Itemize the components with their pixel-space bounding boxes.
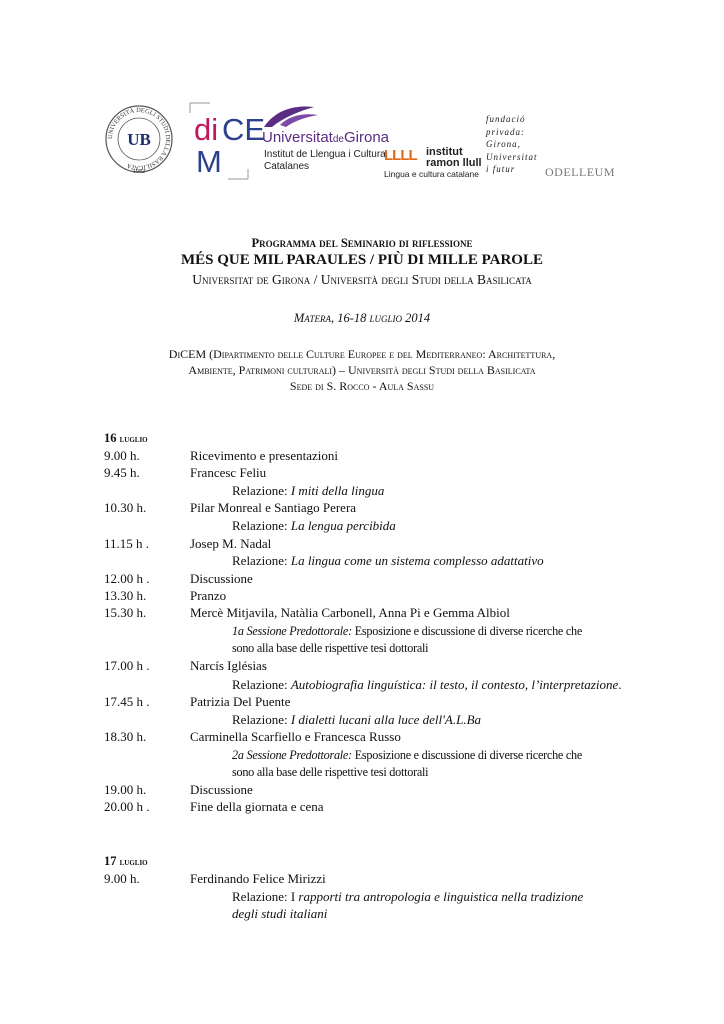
talk-title-cont: degli studi italiani	[232, 906, 328, 921]
schedule-time: 12.00 h .	[104, 571, 150, 586]
schedule-time: 15.30 h.	[104, 605, 147, 620]
dicem-ce: CE	[222, 112, 266, 147]
schedule-time: 17.45 h .	[104, 694, 150, 709]
universities-line: Universitat de Girona / Università degli Studi della Basilicata	[192, 272, 532, 287]
talk-title: Relazione: I miti della lingua	[232, 483, 385, 498]
dicem-di: di	[194, 112, 219, 147]
schedule-time: 9.00 h.	[104, 871, 140, 886]
seal-year: 1982	[133, 169, 145, 175]
irl-mark-icon: LLLL	[384, 147, 417, 164]
programma-heading: Programma del Seminario di riflessione	[251, 236, 473, 250]
schedule-activity: Discussione	[190, 782, 253, 797]
talk-title: Relazione: I rapporti tra antropologia e linguistica nella tradizione	[232, 889, 584, 904]
talk-title: Relazione: La lingua come un sistema complesso adattativo	[232, 553, 544, 568]
schedule-speaker: Narcís Iglésias	[190, 658, 267, 673]
irl-name: institut ramon llull	[426, 146, 482, 169]
schedule-time: 20.00 h .	[104, 799, 150, 814]
udg-swoosh-icon	[262, 105, 322, 129]
session-description: 2a Sessione Predottorale: Esposizione e discussione di diverse ricerche che	[232, 748, 583, 762]
schedule-time: 10.30 h.	[104, 500, 147, 515]
talk-title: Relazione: La lengua percibida	[232, 518, 396, 533]
schedule-activity: Ricevimento e presentazioni	[190, 448, 339, 463]
dicem-line-2: Ambiente, Patrimoni culturali) – Università degli Studi della Basilicata	[188, 363, 536, 377]
schedule-speaker: Carminella Scarfiello e Francesca Russo	[190, 729, 401, 744]
venue-line: Sede di S. Rocco - Aula Sassu	[289, 379, 435, 393]
session-description: 1a Sessione Predottorale: Esposizione e discussione di diverse ricerche che	[232, 624, 583, 638]
udg-name: UniversitatdeGirona	[262, 129, 390, 146]
day-heading-16: 16 luglio	[104, 431, 148, 445]
place-date: Matera, 16-18 luglio 2014	[293, 311, 431, 325]
schedule-speaker: Francesc Feliu	[190, 465, 267, 480]
day-heading-17: 17 luglio	[104, 854, 148, 868]
unibas-seal-logo	[104, 101, 174, 177]
dicem-logo	[184, 103, 266, 179]
session-description-cont: sono alla base delle rispettive tesi dottorali	[232, 765, 429, 779]
fundacio-logo: fundació privada: Girona, Universitat i futur	[486, 114, 538, 174]
seal-monogram: UB	[127, 130, 151, 149]
dicem-line-1: DiCEM (Dipartimento delle Culture Europee e del Mediterraneo: Architettura,	[168, 347, 556, 361]
schedule-activity: Fine della giornata e cena	[190, 799, 324, 814]
schedule-time: 19.00 h.	[104, 782, 147, 797]
dicem-m: M	[196, 144, 222, 179]
udg-subtitle: Institut de Llengua i Cultura Catalanes	[264, 149, 386, 172]
session-description-cont: sono alla base delle rispettive tesi dottorali	[232, 641, 429, 655]
schedule-activity: Pranzo	[190, 588, 227, 603]
schedule-time: 11.15 h .	[104, 536, 150, 551]
odelleum-logo: ODELLEUM	[545, 165, 615, 179]
schedule-time: 9.00 h.	[104, 448, 140, 463]
schedule-activity: Discussione	[190, 571, 253, 586]
talk-title: Relazione: Autobiografia linguística: il testo, il contesto, l’interpretazione.	[232, 677, 622, 692]
seminar-title: MÉS QUE MIL PARAULES / PIÙ DI MILLE PAROLE	[181, 252, 543, 268]
talk-title: Relazione: I dialetti lucani alla luce dell'A.L.Ba	[232, 712, 482, 727]
schedule-speaker: Mercè Mitjavila, Natàlia Carbonell, Anna Pi e Gemma Albiol	[190, 605, 510, 620]
schedule-time: 9.45 h.	[104, 465, 140, 480]
schedule-speaker: Pilar Monreal e Santiago Perera	[190, 500, 357, 515]
schedule-speaker: Josep M. Nadal	[190, 536, 272, 551]
schedule-time: 13.30 h.	[104, 588, 147, 603]
schedule-speaker: Patrizia Del Puente	[190, 694, 291, 709]
schedule-speaker: Ferdinando Felice Mirizzi	[190, 871, 326, 886]
schedule-time: 18.30 h.	[104, 729, 147, 744]
seal-ring-text: UNIVERSITÀ DEGLI STUDI DELLA BASILICATA	[106, 106, 172, 172]
schedule-time: 17.00 h .	[104, 658, 150, 673]
irl-tagline: Lingua e cultura catalane	[384, 169, 479, 179]
